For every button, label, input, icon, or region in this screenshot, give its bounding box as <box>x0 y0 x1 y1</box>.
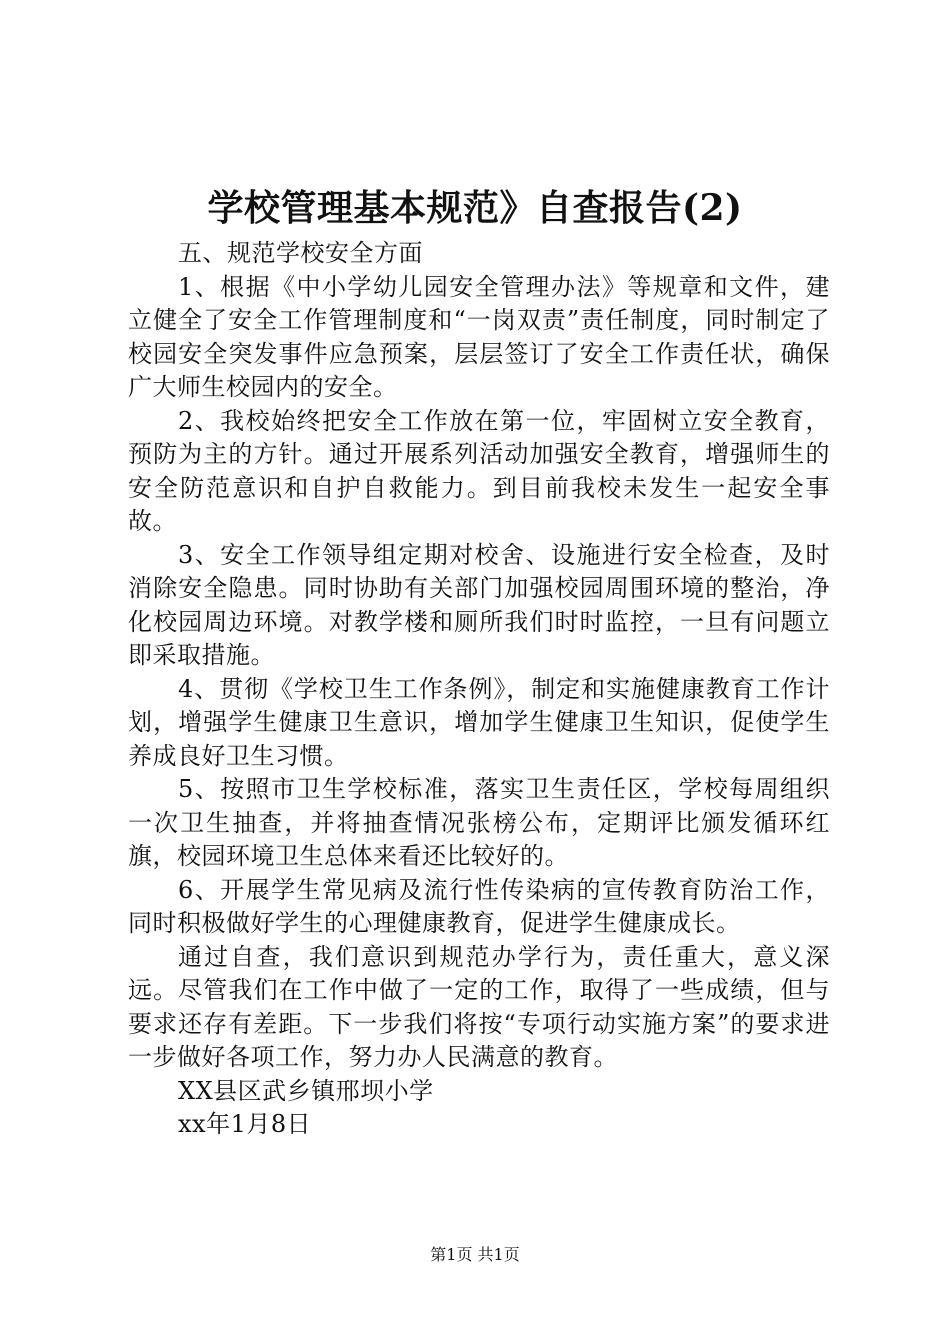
signature-date: xx年1月8日 <box>178 1110 312 1138</box>
document-body <box>128 237 830 1142</box>
paragraph-1: 1、根据《中小学幼儿园安全管理办法》等规章和文件，建立健全了安全工作管理制度和“一岗双责”责任制度，同时制定了校园安全突发事件应急预案，层层签订了安全工作责任状，确保广大师生校园内的安全。 <box>128 272 830 401</box>
paragraph-2: 2、我校始终把安全工作放在第一位，牢固树立安全教育，预防为主的方针。通过开展系列活动加强安全教育，增强师生的安全防范意识和自护自救能力。到目前我校未发生一起安全事故。 <box>128 406 830 535</box>
paragraph-5: 5、按照市卫生学校标准，落实卫生责任区，学校每周组织一次卫生抽查，并将抽查情况张榜公布，定期评比颁发循环红旗，校园环境卫生总体来看还比较好的。 <box>128 775 830 870</box>
section-heading: 五、规范学校安全方面 <box>178 239 423 267</box>
page-footer: 第1页 共1页 <box>430 1245 520 1264</box>
paragraph-3: 3、安全工作领导组定期对校舍、设施进行安全检查，及时消除安全隐患。同时协助有关部门加强校园周围环境的整治，净化校园周边环境。对教学楼和厕所我们时时监控，一旦有问题立即采取措施。 <box>128 540 830 669</box>
document-title: 学校管理基本规范》自查报告(2) <box>207 187 743 229</box>
paragraph-6: 6、开展学生常见病及流行性传染病的宣传教育防治工作，同时积极做好学生的心理健康教育，促进学生健康成长。 <box>128 875 830 937</box>
conclusion-paragraph: 通过自查，我们意识到规范办学行为，责任重大，意义深远。尽管我们在工作中做了一定的工作，取得了一些成绩，但与要求还存有差距。下一步我们将按“专项行动实施方案”的要求进一步做好各项工作，努力办人民满意的教育。 <box>128 942 830 1071</box>
signature-school: XX县区武乡镇邢坝小学 <box>178 1076 434 1105</box>
paragraph-4: 4、贯彻《学校卫生工作条例》，制定和实施健康教育工作计划，增强学生健康卫生意识，增加学生健康卫生知识，促使学生养成良好卫生习惯。 <box>128 674 830 770</box>
